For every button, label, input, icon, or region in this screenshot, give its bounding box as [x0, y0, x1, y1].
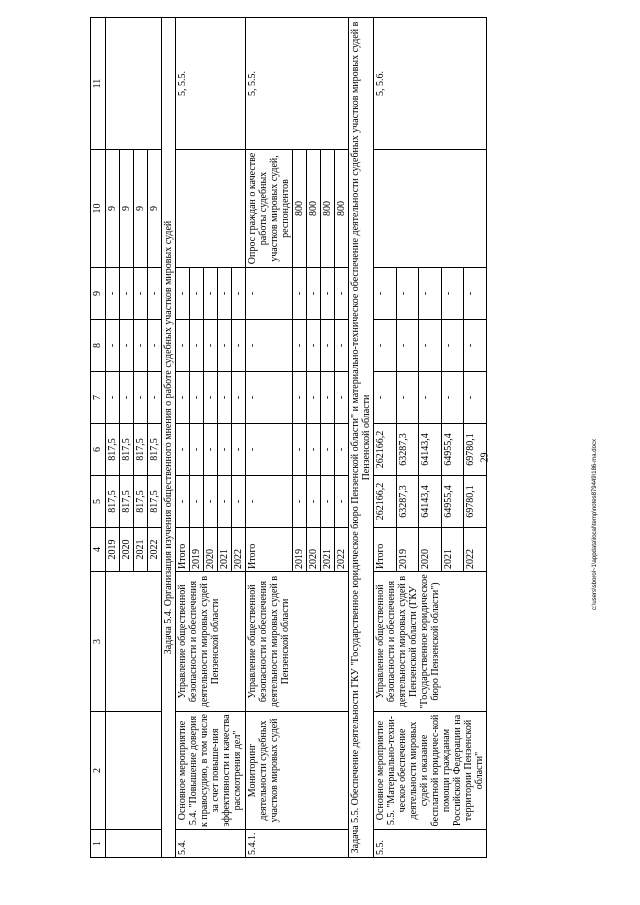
row-number: 5.4.1.: [246, 830, 349, 858]
table-row: 2020 - - - - -: [204, 18, 218, 858]
measure-name: Основное мероприятие 5.5. "Материально-техни-ческое обеспечение деятельности мировых судей и оказание бесплатной юридичес-кой помощи гражданам Российской Федерации на территории Пензенской области": [374, 712, 487, 830]
task-row: [162, 18, 176, 858]
table-row: 2019 - - - - -: [190, 18, 204, 858]
executor: Управление общественной безопасности и обеспечения деятельности мировых судей в Пензенской области (ГКУ "Государственное юридическое бюро Пензенской области"): [374, 572, 487, 712]
table-row: 2022 - - - - - 800: [335, 18, 349, 858]
table-row: 2021 64955,4 64955,4 - - -: [441, 18, 464, 858]
measure-name: Основное мероприятие 5.4. "Повышение доверия к правосудию, в том числе за счет повыше-ния эффективности и качества рассмотрения дел": [176, 712, 246, 830]
col-header: 9: [91, 268, 106, 320]
header-row: [91, 18, 106, 858]
table-row: 2020 - - - - - 800: [307, 18, 321, 858]
table-row: 2019 817,5 817,5 - - - 9: [106, 18, 120, 858]
footer-path: c:\users\sborol~1\appdata\local\temp\notes879449\186-ma.docx: [592, 439, 598, 610]
row-number: 5.5.: [374, 830, 487, 858]
executor: Управление общественной безопасности и обеспечения деятельности мировых судей в Пензенской области: [176, 572, 246, 712]
col-header: 7: [91, 372, 106, 424]
program-table: [90, 17, 487, 858]
page-number: 29: [479, 452, 491, 463]
table-row: 5.4.1. Мониторинг деятельности судебных участков мировых судей Управление общественной безопасности и обеспечения деятельности мировых судей в Пензенской области Итого - - - - - Опрос граждан о качестве работы судебных участков мировых судей, респондентов 5, 5.5.: [246, 18, 293, 858]
task-heading: Задача 5.4. Организация изучения общественного мнения о работе судебных участков мировых судей: [162, 18, 176, 858]
col-header: 5: [91, 476, 106, 528]
col-header: 2: [91, 712, 106, 830]
col-header: 3: [91, 572, 106, 712]
table-row: 2020 64143,4 64143,4 - - -: [419, 18, 442, 858]
indicator: Опрос граждан о качестве работы судебных участков мировых судей, респондентов: [246, 150, 293, 268]
col-header: 11: [91, 18, 106, 150]
col-header: 10: [91, 150, 106, 268]
table-row: 2019 63287,3 63287,3 - - -: [396, 18, 419, 858]
measure-name: Мониторинг деятельности судебных участков мировых судей: [246, 712, 349, 830]
table-row: 2021 - - - - - 800: [321, 18, 335, 858]
reference: 5, 5.6.: [374, 18, 487, 150]
col-header: 8: [91, 320, 106, 372]
task-row: [349, 18, 374, 858]
reference: 5, 5.5.: [246, 18, 349, 150]
rotated-page: [90, 18, 610, 858]
task-heading: Задача 5.5. Обеспечение деятельности ГКУ "Государственное юридическое бюро Пензенской области" и материально-техническое обеспечение деятельности судебных участков мировых судей в Пензенской области: [349, 18, 374, 858]
table-row: 2022 69780,1 69780,1 - - -: [464, 18, 487, 858]
col-header: 1: [91, 830, 106, 858]
col-header: 6: [91, 424, 106, 476]
executor: Управление общественной безопасности и обеспечения деятельности мировых судей в Пензенской области: [246, 572, 349, 712]
col-header: 4: [91, 528, 106, 572]
table-row: 5.5. Основное мероприятие 5.5. "Материально-техни-ческое обеспечение деятельности мировых судей и оказание бесплатной юридичес-кой помощи гражданам Российской Федерации на территории Пензенской области" Управление общественной безопасности и обеспечения деятельности мировых судей в Пензенской области (ГКУ "Государственное юридическое бюро Пензенской области") Итого 262166,2 262166,2 - - - 5, 5.6.: [374, 18, 397, 858]
table-row: 2021 817,5 817,5 - - - 9: [134, 18, 148, 858]
table-row: 2019 - - - - - 800: [293, 18, 307, 858]
row-number: 5.4.: [176, 830, 246, 858]
table-row: 2022 - - - - -: [232, 18, 246, 858]
table-row: 2021 - - - - -: [218, 18, 232, 858]
table-row: 2022 817,5 817,5 - - - 9: [148, 18, 162, 858]
reference: 5, 5.5.: [176, 18, 246, 150]
table-row: 5.4. Основное мероприятие 5.4. "Повышение доверия к правосудию, в том числе за счет повыше-ния эффективности и качества рассмотрения дел" Управление общественной безопасности и обеспечения деятельности мировых судей в Пензенской области Итого - - - - - 5, 5.5.: [176, 18, 190, 858]
table-row: 2020 817,5 817,5 - - - 9: [120, 18, 134, 858]
